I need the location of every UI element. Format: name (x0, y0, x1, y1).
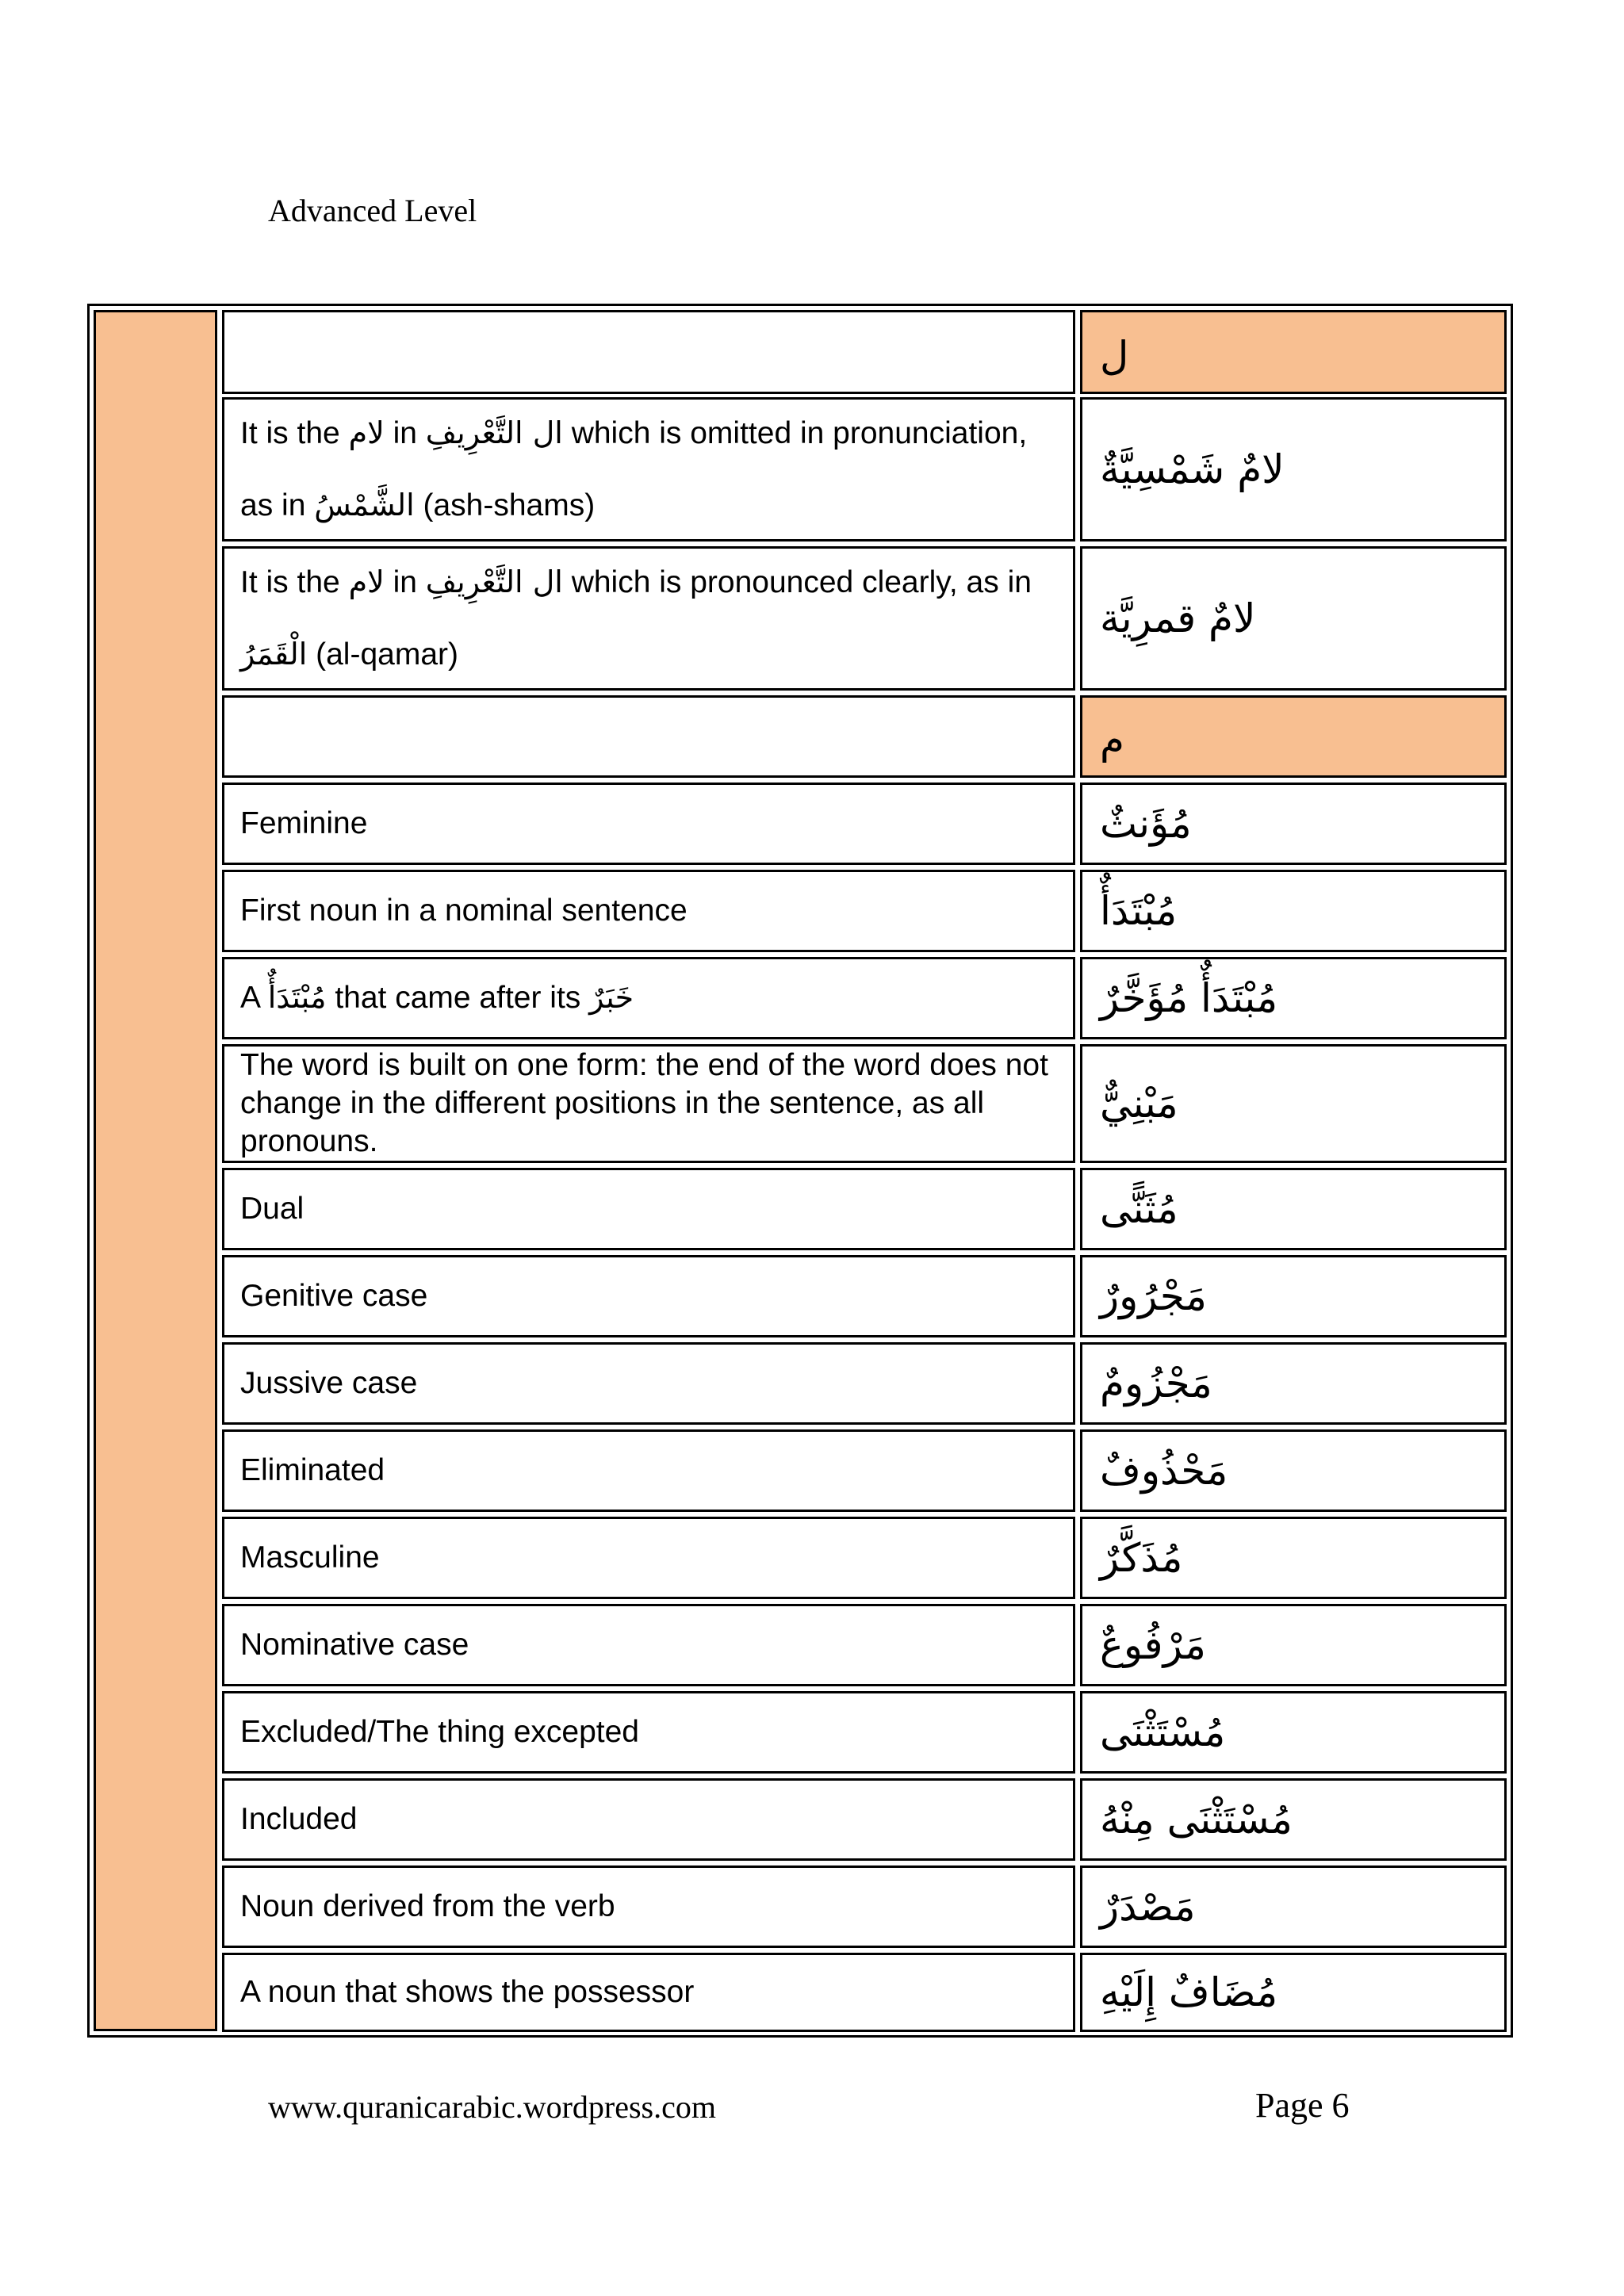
table-row (222, 1429, 1507, 1512)
letter-heading: ل (1080, 310, 1507, 394)
definition-cell: The word is built on one form: the end of the word does not change in the different positions in the sentence, as all pronouns. (222, 1044, 1075, 1163)
arabic-term: مُذَكَّرٌ (1080, 1517, 1507, 1599)
table-row (222, 957, 1507, 1039)
definition-cell: Excluded/The thing excepted (222, 1691, 1075, 1774)
arabic-term: مُسْتَثْنَى (1080, 1691, 1507, 1774)
definition-cell: Jussive case (222, 1342, 1075, 1425)
definition-cell: A مُبْتَدَأٌ that came after its خَبَرٌ (222, 957, 1075, 1039)
arabic-term: مُسْتَثْنَى مِنْهُ (1080, 1778, 1507, 1861)
definition-cell: Noun derived from the verb (222, 1866, 1075, 1948)
arabic-term: مُبْتَدَأٌ (1080, 870, 1507, 952)
table-row (222, 1953, 1507, 2032)
table-row (222, 1517, 1507, 1599)
definition-cell: Eliminated (222, 1429, 1075, 1512)
table-row (222, 1866, 1507, 1948)
arabic-term: مُثَنًّى (1080, 1168, 1507, 1250)
letter-heading: م (1080, 695, 1507, 778)
table-row (222, 870, 1507, 952)
table-row (222, 1342, 1507, 1425)
table-row (222, 1778, 1507, 1861)
page-header: Advanced Level (268, 193, 477, 228)
definition-cell: Genitive case (222, 1255, 1075, 1337)
definition-cell: Dual (222, 1168, 1075, 1250)
arabic-term: مُضَافٌ إِلَيْهِ (1080, 1953, 1507, 2032)
definition-cell: A noun that shows the possessor (222, 1953, 1075, 2032)
table-row (222, 1044, 1507, 1163)
table-row (222, 1691, 1507, 1774)
definition-cell: Included (222, 1778, 1075, 1861)
arabic-term: مَرْفُوعٌ (1080, 1604, 1507, 1686)
table-row (222, 546, 1507, 691)
arabic-term: لامٌ قمرِيَّة (1080, 546, 1507, 691)
arabic-term: مَصْدَرٌ (1080, 1866, 1507, 1948)
definition-cell: First noun in a nominal sentence (222, 870, 1075, 952)
definition-cell: Nominative case (222, 1604, 1075, 1686)
table-row (222, 1255, 1507, 1337)
definition-cell: Masculine (222, 1517, 1075, 1599)
arabic-term: مَبْنِيٌّ (1080, 1044, 1507, 1163)
definition-cell: Feminine (222, 783, 1075, 865)
definition-cell: It is the لام in ال التَّعْرِيفِ which is omitted in pronunciation, as in الشَّمْسُ (ash-shams) (222, 397, 1075, 541)
table-row-letter-meem (222, 695, 1507, 778)
arabic-term: مَحْذُوفٌ (1080, 1429, 1507, 1512)
table-row (222, 1168, 1507, 1250)
table-row (222, 1604, 1507, 1686)
definition-cell: It is the لام in ال التَّعْرِيفِ which is pronounced clearly, as in الْقَمَرُ (al-qamar) (222, 546, 1075, 691)
arabic-term: لامٌ شَمْسِيَّةٌ (1080, 397, 1507, 541)
english-cell (222, 695, 1075, 778)
footer-url: www.quranicarabic.wordpress.com (268, 2089, 716, 2125)
arabic-term: مُؤَنثٌ (1080, 783, 1507, 865)
table-row (222, 783, 1507, 865)
arabic-term: مُبْتَدَأٌ مُؤَخَّرٌ (1080, 957, 1507, 1039)
page-number: Page 6 (1255, 2086, 1350, 2125)
sidebar-column (94, 310, 217, 2031)
english-cell (222, 310, 1075, 394)
arabic-term: مَجْرُورٌ (1080, 1255, 1507, 1337)
arabic-term: مَجْزُومٌ (1080, 1342, 1507, 1425)
table-row (222, 397, 1507, 541)
table-row-letter-lam (222, 310, 1507, 394)
